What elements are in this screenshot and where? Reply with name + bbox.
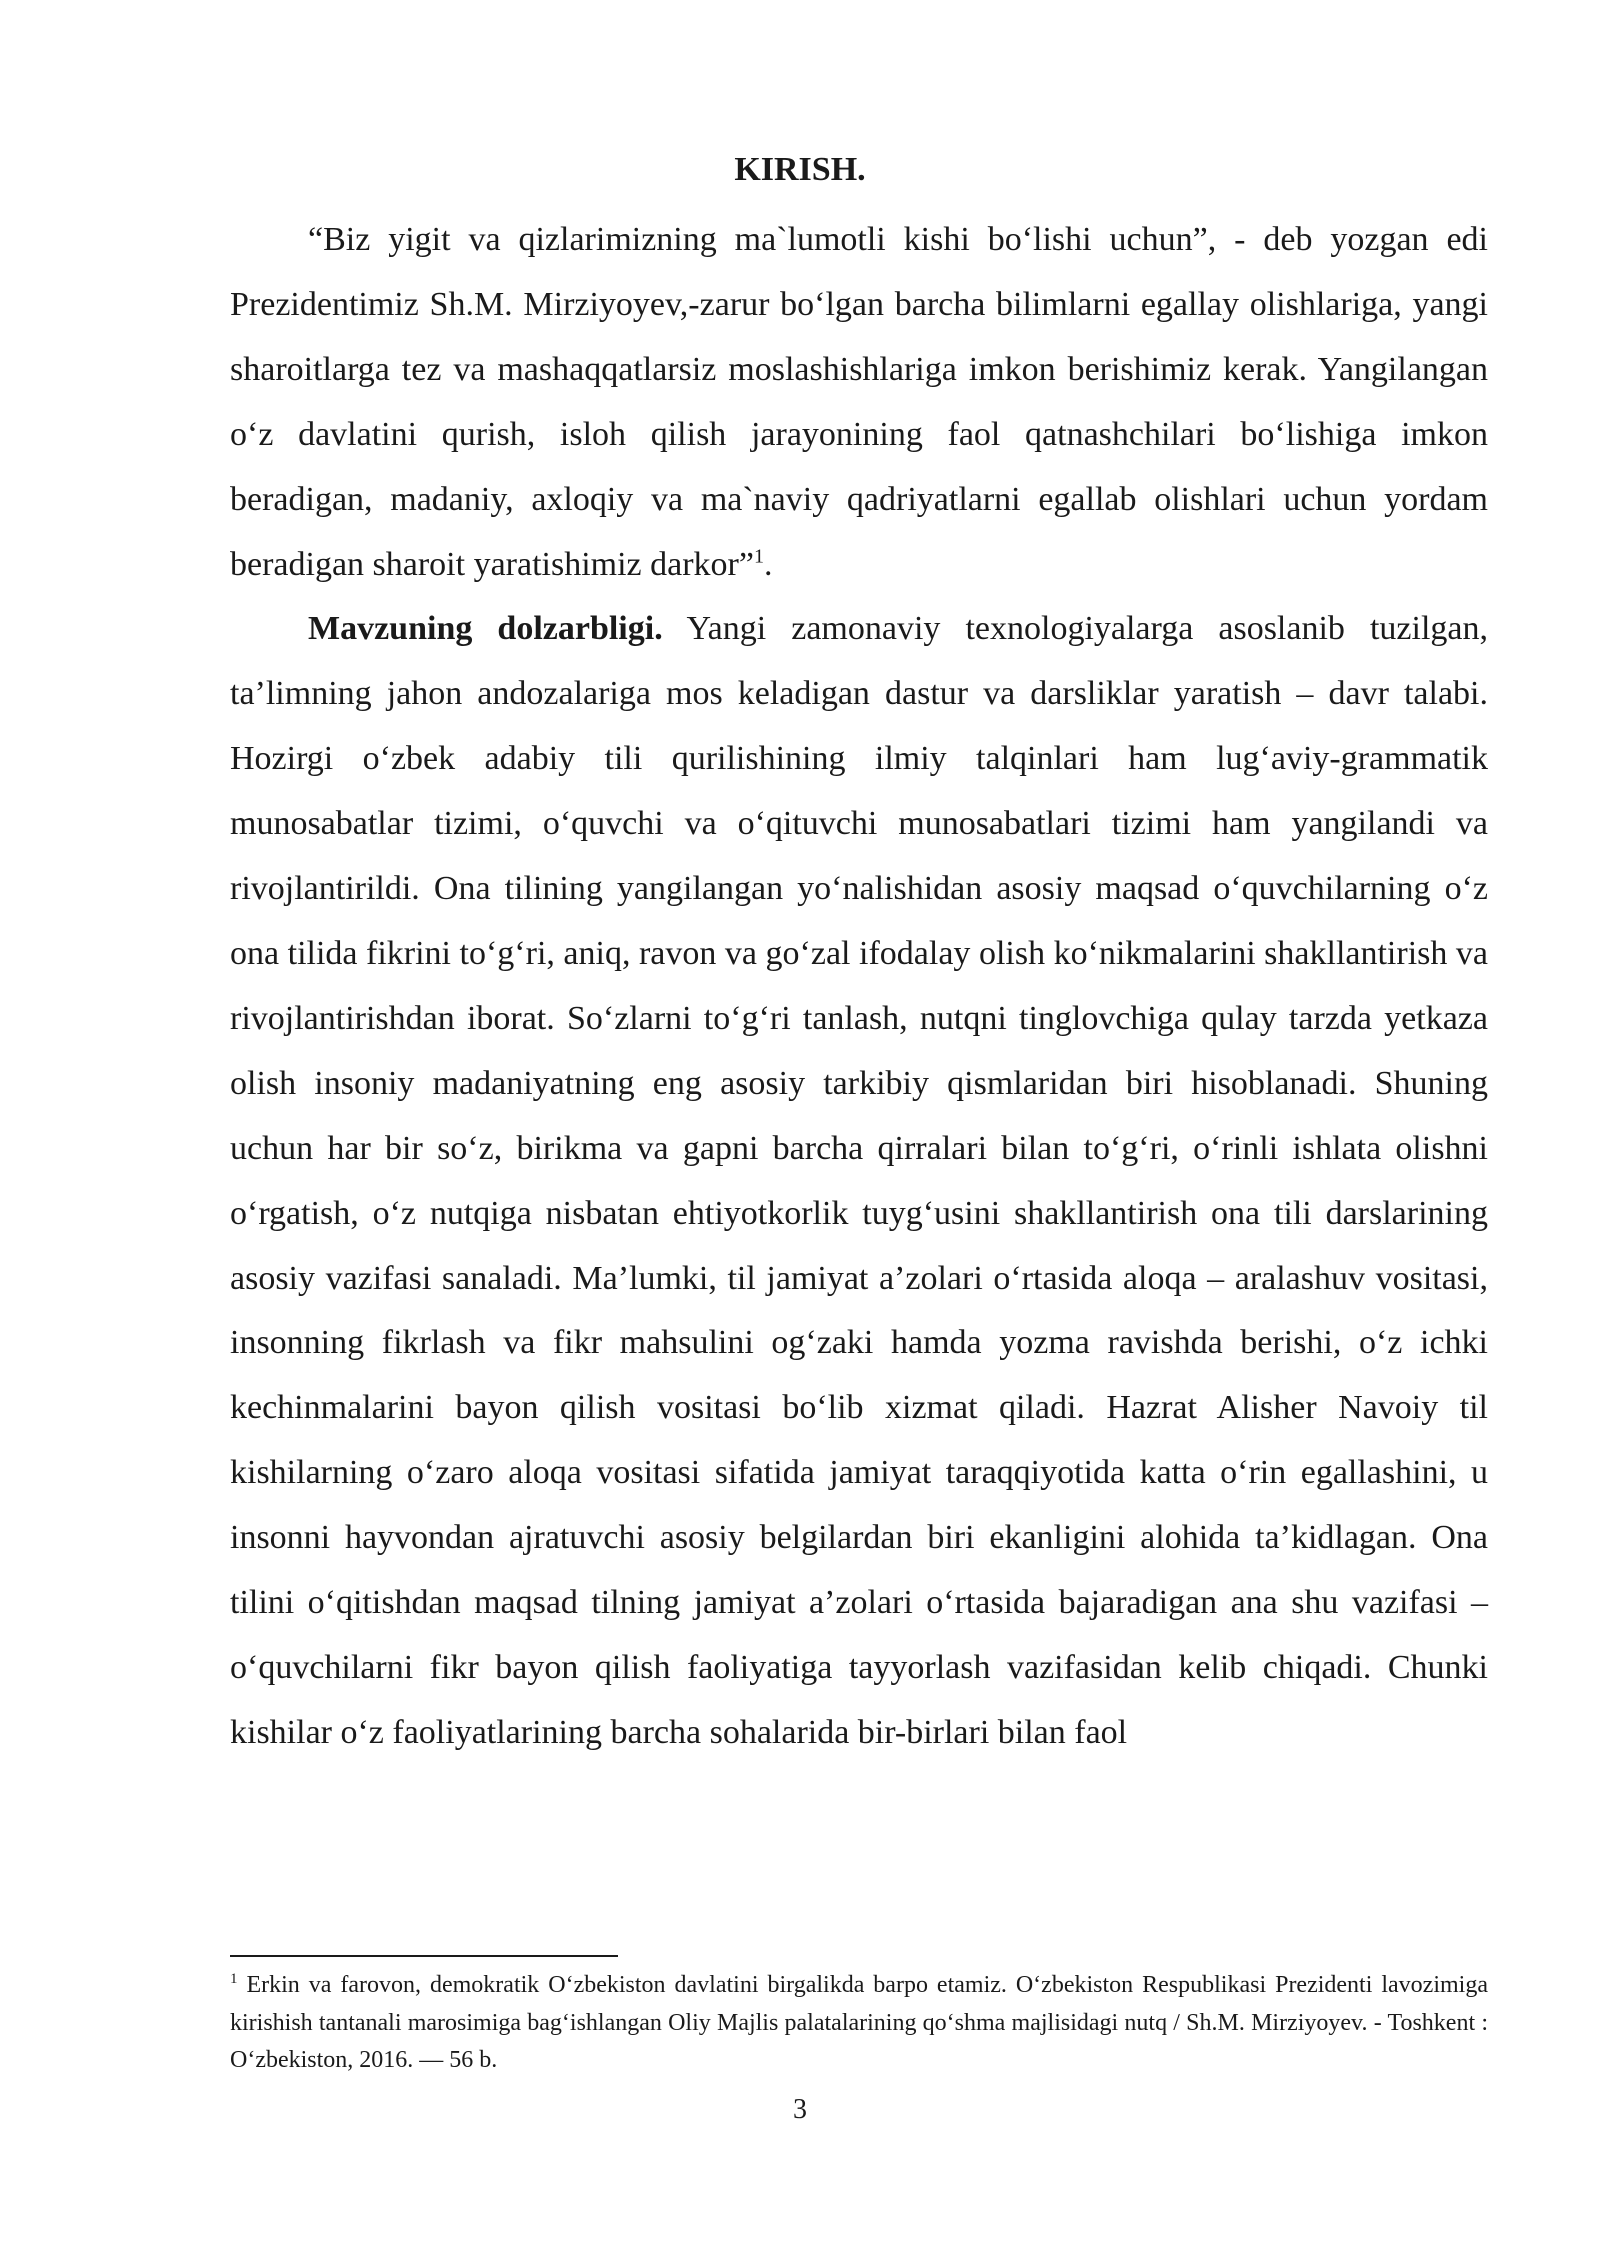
footnote xyxy=(230,1967,1488,2080)
relevance-text: Yangi zamonaviy texnologiyalarga asoslanib tuzilgan, ta’limning jahon andozalariga mos keladigan dastur va darsliklar yaratish – davr talabi. Hozirgi o‘zbek adabiy tili qurilishining ilmiy talqinlari ham lug‘aviy-grammatik munosabatlar tizimi, o‘quvchi va o‘qituvchi munosabatlari tizimi ham yangilandi va rivojlantirildi. Ona tilining yangilangan yo‘nalishidan asosiy maqsad o‘quvchilarning o‘z ona tilida fikrini to‘g‘ri, aniq, ravon va go‘zal ifodalay olish ko‘nikmalarini shakllantirish va rivojlantirishdan iborat. So‘zlarni to‘g‘ri tanlash, nutqni tinglovchiga qulay tarzda yetkaza olish insoniy madaniyatning eng asosiy tarkibiy qismlaridan biri hisoblanadi. Shuning uchun har bir so‘z, birikma va gapni barcha qirralari bilan to‘g‘ri, o‘rinli ishlata olishni o‘rgatish, o‘z nutqiga nisbatan ehtiyotkorlik tuyg‘usini shakllantirish ona tili darslarining asosiy vazifasi sanaladi. Ma’lumki, til jamiyat a’zolari o‘rtasida aloqa – aralashuv vositasi, insonning fikrlash va fikr mahsulini og‘zaki hamda yozma ravishda berishi, o‘z ichki kechinmalarini bayon qilish vositasi bo‘lib xizmat qiladi. Hazrat Alisher Navoiy til kishilarning o‘zaro aloqa vositasi sifatida jamiyat taraqqiyotida katta o‘rin egallashini, u insonni hayvondan ajratuvchi asosiy belgilardan biri ekanligini alohida ta’kidlagan. Ona tilini o‘qitishdan maqsad tilning jamiyat a’zolari o‘rtasida bajaradigan ana shu vazifasi – o‘quvchilarni fikr bayon qilish faoliyatiga tayyorlash vazifasidan kelib chiqadi. Chunki kishilar o‘z faoliyatlarining barcha sohalarida bir-birlari bilan faol xyxy=(230,610,1488,1751)
relevance-lead: Mavzuning dolzarbligi. xyxy=(308,610,663,648)
intro-quote-paragraph xyxy=(230,208,1488,597)
relevance-paragraph xyxy=(230,597,1488,1765)
footnote-number: 1 xyxy=(230,1971,238,1987)
footnote-separator xyxy=(230,1955,618,1957)
main-text xyxy=(230,208,1488,1766)
quote-end-period: . xyxy=(763,545,773,583)
footnote-text: Erkin va farovon, demokratik O‘zbekiston davlatini birgalikda barpo etamiz. O‘zbekiston Respublikasi Prezidenti lavozimiga kirishish tantanali marosimiga bag‘ishlangan Oliy Majlis palatalarining qo‘shma majlisidagi nutq / Sh.M. Mirziyoyev. - Toshkent : O‘zbekiston, 2016. — 56 b. xyxy=(230,1972,1488,2073)
page-number: 3 xyxy=(793,2094,807,2125)
section-heading: KIRISH. xyxy=(734,151,866,188)
footnote-reference[interactable]: 1 xyxy=(753,545,764,568)
quote-text: “Biz yigit va qizlarimizning ma`lumotli kishi bo‘lishi uchun”, - deb yozgan edi Prezidentimiz Sh.M. Mirziyoyev,-zarur bo‘lgan barcha bilimlarni egallay olishlariga, yangi sharoitlarga tez va mashaqqatlarsiz moslashishlariga imkon berishimiz kerak. Yangilangan o‘z davlatini qurish, isloh qilish jarayonining faol qatnashchilari bo‘lishiga imkon beradigan, madaniy, axloqiy va ma`naviy qadriyatlarni egallab olishlari uchun yordam beradigan sharoit yaratishimiz darkor” xyxy=(230,221,1488,583)
